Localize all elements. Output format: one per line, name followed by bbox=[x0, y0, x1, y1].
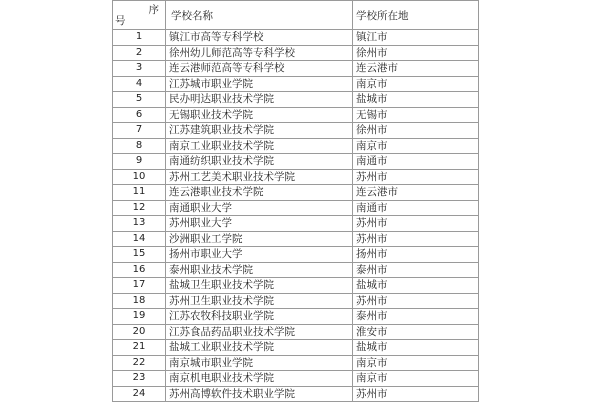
header-school-name: 学校名称 bbox=[166, 1, 353, 30]
row-number: 14 bbox=[113, 231, 166, 247]
school-table-sheet bbox=[112, 0, 478, 402]
row-number: 24 bbox=[113, 386, 166, 402]
row-number: 9 bbox=[113, 154, 166, 170]
row-number: 6 bbox=[113, 107, 166, 123]
table-row bbox=[113, 138, 479, 154]
row-number: 20 bbox=[113, 324, 166, 340]
row-school-name: 连云港职业技术学院 bbox=[166, 185, 353, 201]
table-row bbox=[113, 169, 479, 185]
row-school-name: 镇江市高等专科学校 bbox=[166, 30, 353, 46]
table-row bbox=[113, 355, 479, 371]
row-school-city: 连云港市 bbox=[353, 185, 479, 201]
table-row bbox=[113, 386, 479, 402]
row-school-name: 扬州市职业大学 bbox=[166, 247, 353, 263]
row-school-name: 苏州高博软件技术职业学院 bbox=[166, 386, 353, 402]
row-number: 23 bbox=[113, 371, 166, 387]
row-school-name: 南通职业大学 bbox=[166, 200, 353, 216]
row-school-city: 泰州市 bbox=[353, 309, 479, 325]
row-number: 7 bbox=[113, 123, 166, 139]
row-school-name: 江苏城市职业学院 bbox=[166, 76, 353, 92]
row-school-city: 泰州市 bbox=[353, 262, 479, 278]
row-school-name: 苏州职业大学 bbox=[166, 216, 353, 232]
table-row bbox=[113, 61, 479, 77]
table-row bbox=[113, 371, 479, 387]
row-number: 4 bbox=[113, 76, 166, 92]
school-table bbox=[112, 0, 479, 402]
table-row bbox=[113, 154, 479, 170]
header-number-top: 序 bbox=[148, 4, 159, 16]
row-number: 13 bbox=[113, 216, 166, 232]
row-school-name: 南通纺织职业技术学院 bbox=[166, 154, 353, 170]
table-row bbox=[113, 278, 479, 294]
row-number: 10 bbox=[113, 169, 166, 185]
row-school-name: 苏州工艺美术职业技术学院 bbox=[166, 169, 353, 185]
table-row bbox=[113, 45, 479, 61]
row-school-city: 连云港市 bbox=[353, 61, 479, 77]
row-school-city: 苏州市 bbox=[353, 169, 479, 185]
row-number: 2 bbox=[113, 45, 166, 61]
table-row bbox=[113, 76, 479, 92]
row-school-city: 盐城市 bbox=[353, 92, 479, 108]
row-number: 5 bbox=[113, 92, 166, 108]
header-number bbox=[113, 1, 166, 30]
row-number: 15 bbox=[113, 247, 166, 263]
row-school-city: 南京市 bbox=[353, 138, 479, 154]
header-school-city: 学校所在地 bbox=[353, 1, 479, 30]
row-school-name: 盐城卫生职业技术学院 bbox=[166, 278, 353, 294]
table-row bbox=[113, 293, 479, 309]
table-row bbox=[113, 200, 479, 216]
row-school-city: 徐州市 bbox=[353, 123, 479, 139]
row-school-city: 盐城市 bbox=[353, 278, 479, 294]
table-row bbox=[113, 30, 479, 46]
table-row bbox=[113, 247, 479, 263]
row-school-name: 徐州幼儿师范高等专科学校 bbox=[166, 45, 353, 61]
row-school-name: 泰州职业技术学院 bbox=[166, 262, 353, 278]
row-school-city: 扬州市 bbox=[353, 247, 479, 263]
row-number: 17 bbox=[113, 278, 166, 294]
row-school-city: 南京市 bbox=[353, 76, 479, 92]
row-school-name: 江苏建筑职业技术学院 bbox=[166, 123, 353, 139]
row-number: 19 bbox=[113, 309, 166, 325]
row-school-name: 南京工业职业技术学院 bbox=[166, 138, 353, 154]
row-school-name: 盐城工业职业技术学院 bbox=[166, 340, 353, 356]
row-school-name: 江苏农牧科技职业学院 bbox=[166, 309, 353, 325]
table-row bbox=[113, 309, 479, 325]
row-school-city: 徐州市 bbox=[353, 45, 479, 61]
table-row bbox=[113, 92, 479, 108]
row-school-city: 无锡市 bbox=[353, 107, 479, 123]
row-number: 12 bbox=[113, 200, 166, 216]
row-school-name: 南京城市职业学院 bbox=[166, 355, 353, 371]
row-school-city: 南通市 bbox=[353, 200, 479, 216]
row-school-city: 苏州市 bbox=[353, 216, 479, 232]
row-school-name: 无锡职业技术学院 bbox=[166, 107, 353, 123]
row-number: 18 bbox=[113, 293, 166, 309]
row-school-city: 南京市 bbox=[353, 355, 479, 371]
row-school-city: 镇江市 bbox=[353, 30, 479, 46]
table-row bbox=[113, 123, 479, 139]
table-row bbox=[113, 324, 479, 340]
table-row bbox=[113, 262, 479, 278]
table-row bbox=[113, 231, 479, 247]
row-number: 3 bbox=[113, 61, 166, 77]
row-school-city: 南京市 bbox=[353, 371, 479, 387]
header-number-bottom: 号 bbox=[115, 15, 126, 27]
row-number: 21 bbox=[113, 340, 166, 356]
table-row bbox=[113, 185, 479, 201]
row-school-name: 连云港师范高等专科学校 bbox=[166, 61, 353, 77]
row-school-city: 南通市 bbox=[353, 154, 479, 170]
table-row bbox=[113, 340, 479, 356]
row-school-name: 民办明达职业技术学院 bbox=[166, 92, 353, 108]
row-number: 11 bbox=[113, 185, 166, 201]
row-school-city: 苏州市 bbox=[353, 231, 479, 247]
row-school-name: 苏州卫生职业技术学院 bbox=[166, 293, 353, 309]
row-number: 22 bbox=[113, 355, 166, 371]
row-school-city: 苏州市 bbox=[353, 293, 479, 309]
row-school-name: 江苏食品药品职业技术学院 bbox=[166, 324, 353, 340]
row-school-name: 南京机电职业技术学院 bbox=[166, 371, 353, 387]
row-number: 8 bbox=[113, 138, 166, 154]
row-number: 1 bbox=[113, 30, 166, 46]
table-row bbox=[113, 107, 479, 123]
row-school-name: 沙洲职业工学院 bbox=[166, 231, 353, 247]
row-school-city: 淮安市 bbox=[353, 324, 479, 340]
row-school-city: 苏州市 bbox=[353, 386, 479, 402]
row-number: 16 bbox=[113, 262, 166, 278]
table-header-row bbox=[113, 1, 479, 30]
row-school-city: 盐城市 bbox=[353, 340, 479, 356]
table-row bbox=[113, 216, 479, 232]
